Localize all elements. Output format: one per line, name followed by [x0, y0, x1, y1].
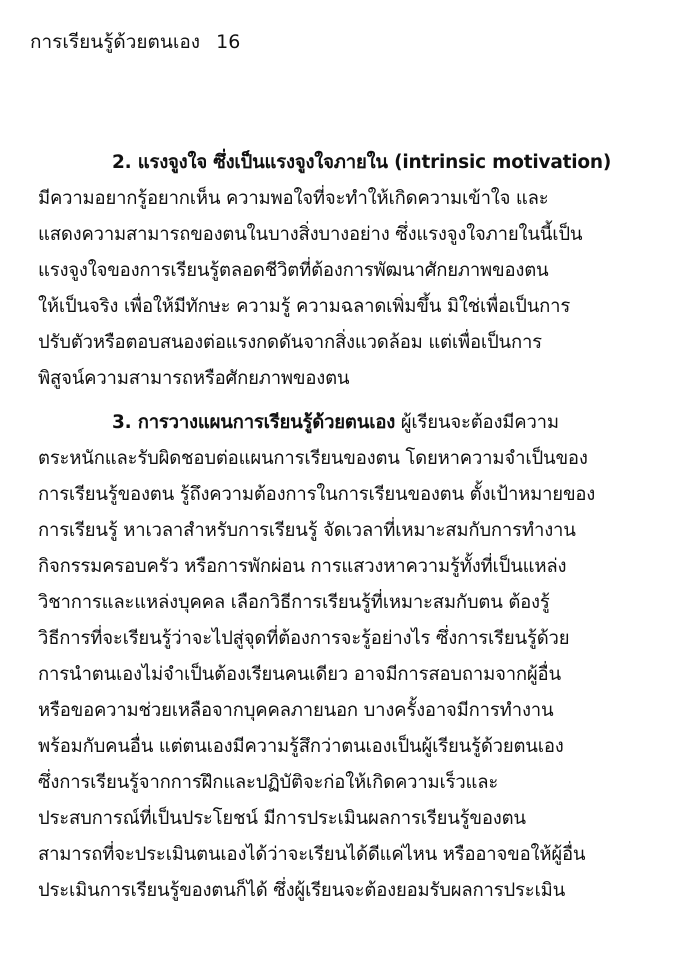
section3-heading: 3. การวางแผนการเรียนรู้ด้วยตนเอง: [112, 412, 396, 433]
paragraph-line: กิจกรรมครอบครัว หรือการพักผ่อน การแสวงหาความรู้ทั้งที่เป็นแหล่ง: [38, 556, 567, 577]
paragraph-line: แสดงความสามารถของตนในบางสิ่งบางอย่าง ซึ่งแรงจูงใจภายในนี้เป็น: [38, 224, 583, 245]
paragraph-line: ประเมินการเรียนรู้ของตนก็ได้ ซึ่งผู้เรียนจะต้องยอมรับผลการประเมิน: [38, 880, 566, 901]
paragraph-line: การเรียนรู้ของตน รู้ถึงความต้องการในการเรียนของตน ตั้งเป้าหมายของ: [38, 484, 596, 505]
paragraph-line: การเรียนรู้ หาเวลาสำหรับการเรียนรู้ จัดเวลาที่เหมาะสมกับการทำงาน: [38, 520, 576, 541]
paragraph-line: พิสูจน์ความสามารถหรือศักยภาพของตน: [38, 368, 350, 389]
paragraph-line: ให้เป็นจริง เพื่อให้มีทักษะ ความรู้ ความฉลาดเพิ่มขึ้น มิใช่เพื่อเป็นการ: [38, 296, 571, 317]
paragraph-line: วิธีการที่จะเรียนรู้ว่าจะไปสู่จุดที่ต้องการจะรู้อย่างไร ซึ่งการเรียนรู้ด้วย: [38, 628, 570, 649]
paragraph-line: ประสบการณ์ที่เป็นประโยชน์ มีการประเมินผลการเรียนรู้ของตน: [38, 808, 526, 829]
paragraph-line: ซึ่งการเรียนรู้จากการฝึกและปฏิบัติจะก่อให้เกิดความเร็วและ: [38, 772, 499, 793]
running-header: [30, 30, 240, 54]
paragraph-line: ตระหนักและรับผิดชอบต่อแผนการเรียนของตน โดยหาความจำเป็นของ: [38, 448, 588, 469]
paragraph-line: หรือขอความช่วยเหลือจากบุคคลภายนอก บางครั้งอาจมีการทำงาน: [38, 700, 554, 721]
header-title: การเรียนรู้ด้วยตนเอง: [30, 31, 201, 53]
paragraph-line: แรงจูงใจของการเรียนรู้ตลอดชีวิตที่ต้องการพัฒนาศักยภาพของตน: [38, 260, 549, 281]
section3-first-line: [112, 408, 559, 438]
section3-first-line-rest: ผู้เรียนจะต้องมีความ: [395, 412, 559, 433]
paragraph-line: วิชาการและแหล่งบุคคล เลือกวิธีการเรียนรู้ที่เหมาะสมกับตน ต้องรู้: [38, 592, 550, 613]
paragraph-line: พร้อมกับคนอื่น แต่ตนเองมีความรู้สึกว่าตนเองเป็นผู้เรียนรู้ด้วยตนเอง: [38, 736, 564, 757]
section2-heading: 2. แรงจูงใจ ซึ่งเป็นแรงจูงใจภายใน (intrinsic motivation): [112, 152, 612, 173]
paragraph-line: สามารถที่จะประเมินตนเองได้ว่าจะเรียนได้ดีแค่ไหน หรืออาจขอให้ผู้อื่น: [38, 844, 586, 865]
paragraph-line: มีความอยากรู้อยากเห็น ความพอใจที่จะทำให้เกิดความเข้าใจ และ: [38, 188, 549, 209]
paragraph-line: ปรับตัวหรือตอบสนองต่อแรงกดดันจากสิ่งแวดล้อม แต่เพื่อเป็นการ: [38, 332, 542, 353]
page-number: 16: [216, 31, 241, 53]
paragraph-line: การนำตนเองไม่จำเป็นต้องเรียนคนเดียว อาจมีการสอบถามจากผู้อื่น: [38, 664, 561, 685]
